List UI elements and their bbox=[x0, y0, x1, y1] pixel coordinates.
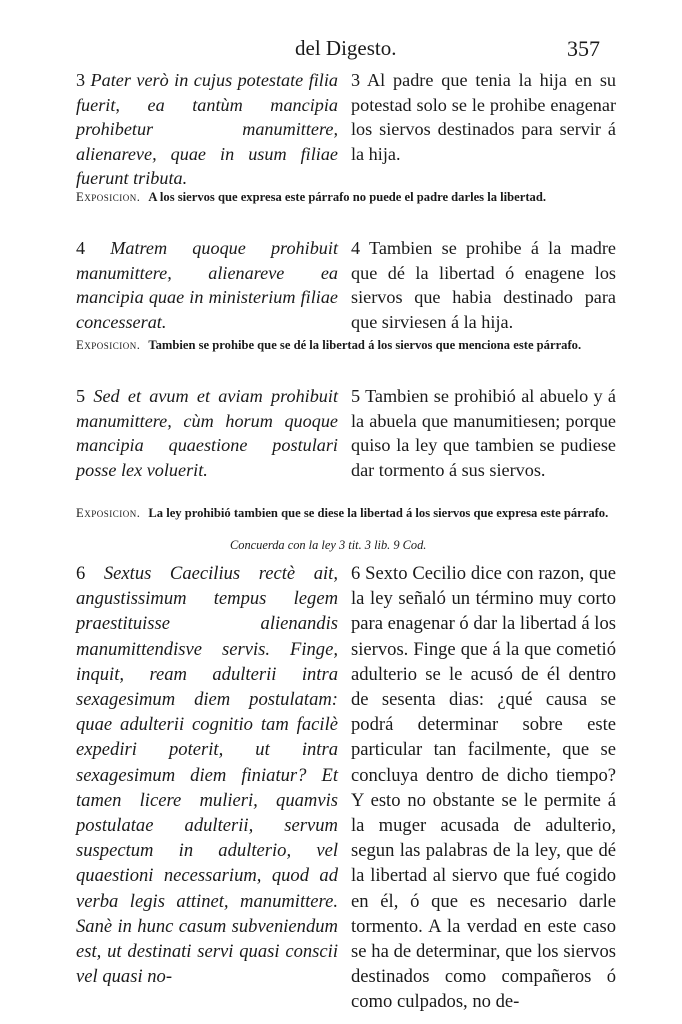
exposicion-label: Exposicion. bbox=[76, 190, 141, 204]
exposicion-label: Exposicion. bbox=[76, 338, 141, 352]
exposicion-text: Tambien se prohibe que se dé la libertad á los siervos que menciona este párrafo. bbox=[148, 338, 582, 352]
section-number: 3 bbox=[76, 70, 86, 90]
section-number: 6 bbox=[351, 563, 361, 584]
page-header bbox=[0, 36, 682, 66]
spanish-body: Tambien se prohibió al abuelo y á la abuela que manumitiesen; porque quiso la ley que tambien se pudiese dar tormento á sus siervos. bbox=[351, 386, 616, 480]
section-number: 6 bbox=[76, 563, 86, 584]
spanish-body: Tambien se prohibe á la madre que dé la libertad ó enagene los siervos que habia destinado para que sirviesen á la hija. bbox=[351, 238, 616, 332]
latin-body: Sextus Caecilius rectè ait, angustissimum tempus legem praestituisse alienandis manumittendisve servis. Finge, inquit, ream adulterii intra sexagesimum diem postulatam: quae adulterii cognitio tam facilè expediri poterit, ut intra sexagesimum diem finiatur? Et tamen licere mulieri, quamvis postulatae adulterii, servum suspectum in adulterio, vel quaestioni necessarium, quod ad verba legis attinet, manumittere. Sanè in hunc casum subveniendum est, ut destinati servi quasi conscii vel quasi no- bbox=[76, 563, 338, 988]
spanish-body: Sexto Cecilio dice con razon, que la ley señaló un término muy corto para enagenar ó dar la libertad á los siervos. Finge que á la que cometió adulterio se le acusó de él dentro de sesenta dias: ¿qué causa se podrá determinar sobre este particular tan facilmente, que se concluya dentro de dicho tiempo? Y esto no obstante se le permite á la muger acusada de adulterio, segun las palabras de la ley, que dé la libertad al siervo que fué cogido en él, ó que es necesario darle tormento. A la verdad en este caso se ha de determinar, que los siervos destinados como compañeros ó como culpados, no de- bbox=[351, 563, 616, 1013]
spanish-text bbox=[351, 68, 616, 166]
latin-body: Pater verò in cujus potestate filia fuerit, ea tantùm mancipia prohibetur manumittere, alienareve, quae in usum filiae fuerunt tributa. bbox=[76, 70, 339, 189]
section-number: 5 bbox=[351, 386, 361, 406]
latin-text bbox=[76, 236, 338, 334]
latin-body: Matrem quoque prohibuit manumittere, alienareve ea mancipia quae in ministerium filiae concesserat. bbox=[76, 238, 338, 332]
exposicion-label: Exposicion. bbox=[76, 506, 141, 520]
concordance-note: Concuerda con la ley 3 tit. 3 lib. 9 Cod. bbox=[230, 538, 427, 552]
section-number: 4 bbox=[351, 238, 361, 258]
exposicion-text: La ley prohibió tambien que se diese la libertad á los siervos que expresa este párrafo. bbox=[148, 506, 609, 520]
latin-text bbox=[76, 384, 338, 482]
section-number: 5 bbox=[76, 386, 86, 406]
latin-text bbox=[76, 68, 338, 191]
exposicion-text: A los siervos que expresa este párrafo no puede el padre darles la libertad. bbox=[148, 190, 546, 204]
exposicion-note bbox=[76, 189, 616, 205]
running-title: del Digesto. bbox=[295, 36, 397, 60]
latin-text bbox=[76, 561, 338, 989]
section-number: 3 bbox=[351, 70, 361, 90]
spanish-text bbox=[351, 384, 616, 482]
latin-body: Sed et avum et aviam prohibuit manumittere, cùm horum quoque mancipia quaestione postulari posse lex voluerit. bbox=[76, 386, 339, 480]
section-number: 4 bbox=[76, 238, 86, 258]
spanish-body: Al padre que tenia la hija en su potestad solo se le prohibe enagenar los siervos destinados para servir á la hija. bbox=[351, 70, 616, 164]
spanish-text bbox=[351, 561, 616, 1015]
page-number: 357 bbox=[567, 36, 600, 61]
spanish-text bbox=[351, 236, 616, 334]
exposicion-note bbox=[76, 505, 616, 521]
exposicion-note bbox=[76, 337, 616, 353]
